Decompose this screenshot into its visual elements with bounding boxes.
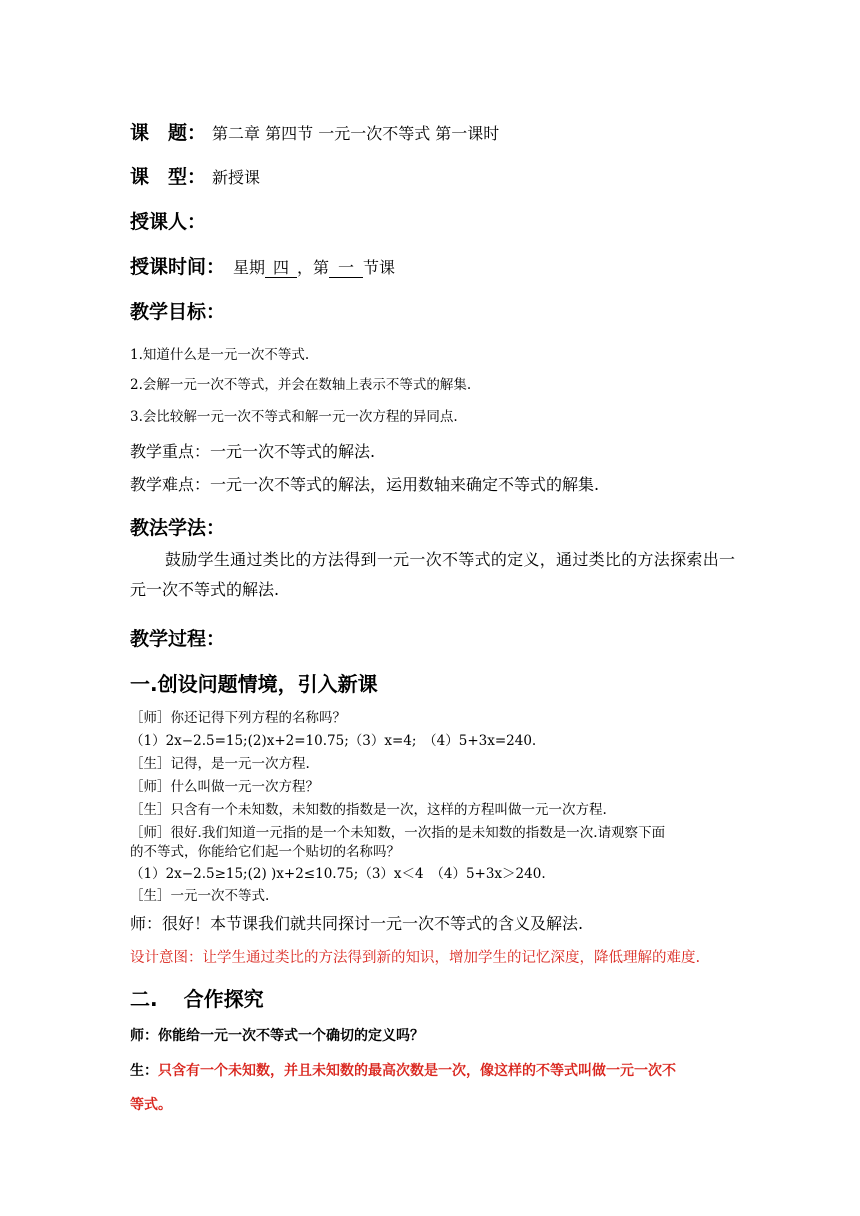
dialog-line: ［师］你还记得下列方程的名称吗？ <box>130 710 346 726</box>
objectives-heading: 教学目标： <box>130 301 226 323</box>
dialog-line: ［生］一元一次不等式. <box>130 888 270 904</box>
dialog-line: （1）2x−2.5≥15;(2) )x+2≤10.75;（3）x＜4 （4）5+3x＞240. <box>130 866 546 882</box>
difficulty: 教学难点：一元一次不等式的解法，运用数轴来确定不等式的解集. <box>130 475 600 494</box>
section2-number: 二. <box>130 987 158 1011</box>
time-line <box>130 252 395 279</box>
teacher-question: 师：你能给一元一次不等式一个确切的定义吗？ <box>130 1028 424 1044</box>
type-value: 新授课 <box>212 168 261 187</box>
dialog-line: ［师］很好.我们知道一元指的是一个未知数，一次指的是未知数的指数是一次.请观察下面 <box>130 825 666 841</box>
dialog-line: ［师］什么叫做一元一次方程？ <box>130 779 319 795</box>
student-answer <box>130 1060 676 1080</box>
design-intent: 设计意图：让学生通过类比的方法得到新的知识，增加学生的记忆深度，降低理解的难度. <box>130 950 701 966</box>
student-answer-cont: 等式。 <box>130 1097 172 1113</box>
methods-paragraph: 鼓励学生通过类比的方法得到一元一次不等式的定义，通过类比的方法探索出一元一次不等式的解法. <box>130 550 735 599</box>
time-day: 四 <box>265 260 297 278</box>
time-prefix: 星期 <box>233 258 266 277</box>
section2-name: 合作探究 <box>183 987 264 1011</box>
student-answer-text: 只含有一个未知数，并且未知数的最高次数是一次，像这样的不等式叫做一元一次不 <box>158 1063 676 1079</box>
time-label: 授课时间： <box>130 256 226 278</box>
type-label: 课 型： <box>130 166 207 188</box>
dialog-line: ［生］记得，是一元一次方程. <box>130 756 310 772</box>
section1-title: 一.创设问题情境，引入新课 <box>130 672 378 696</box>
topic-value: 第二章 第四节 一元一次不等式 第一课时 <box>212 124 500 143</box>
teacher-summary: 师：很好！本节课我们就共同探讨一元一次不等式的含义及解法. <box>130 914 584 933</box>
dialog-line: ［生］只含有一个未知数，未知数的指数是一次，这样的方程叫做一元一次方程. <box>130 802 607 818</box>
teacher-line <box>130 207 206 234</box>
objective-item: 2.会解一元一次不等式，并会在数轴上表示不等式的解集. <box>130 377 472 393</box>
time-mid: ，第 <box>297 258 330 277</box>
objective-item: 1.知道什么是一元一次不等式. <box>130 347 310 363</box>
topic-label: 课 题： <box>130 122 207 144</box>
time-suffix: 节课 <box>363 258 396 277</box>
student-label: 生： <box>130 1063 158 1079</box>
process-heading: 教学过程： <box>130 628 226 650</box>
key-point: 教学重点：一元一次不等式的解法. <box>130 442 376 461</box>
teacher-label: 授课人： <box>130 211 207 233</box>
dialog-line: （1）2x−2.5=15;(2)x+2=10.75;（3）x=4; （4）5+3x=240. <box>130 733 537 749</box>
objective-item: 3.会比较解一元一次不等式和解一元一次方程的异同点. <box>130 409 458 425</box>
time-period: 一 <box>329 260 363 278</box>
topic-line <box>130 118 499 145</box>
section2-title <box>130 983 264 1012</box>
type-line <box>130 162 260 189</box>
methods-heading: 教法学法： <box>130 517 226 539</box>
dialog-line: 的不等式，你能给它们起一个贴切的名称吗？ <box>130 844 400 860</box>
